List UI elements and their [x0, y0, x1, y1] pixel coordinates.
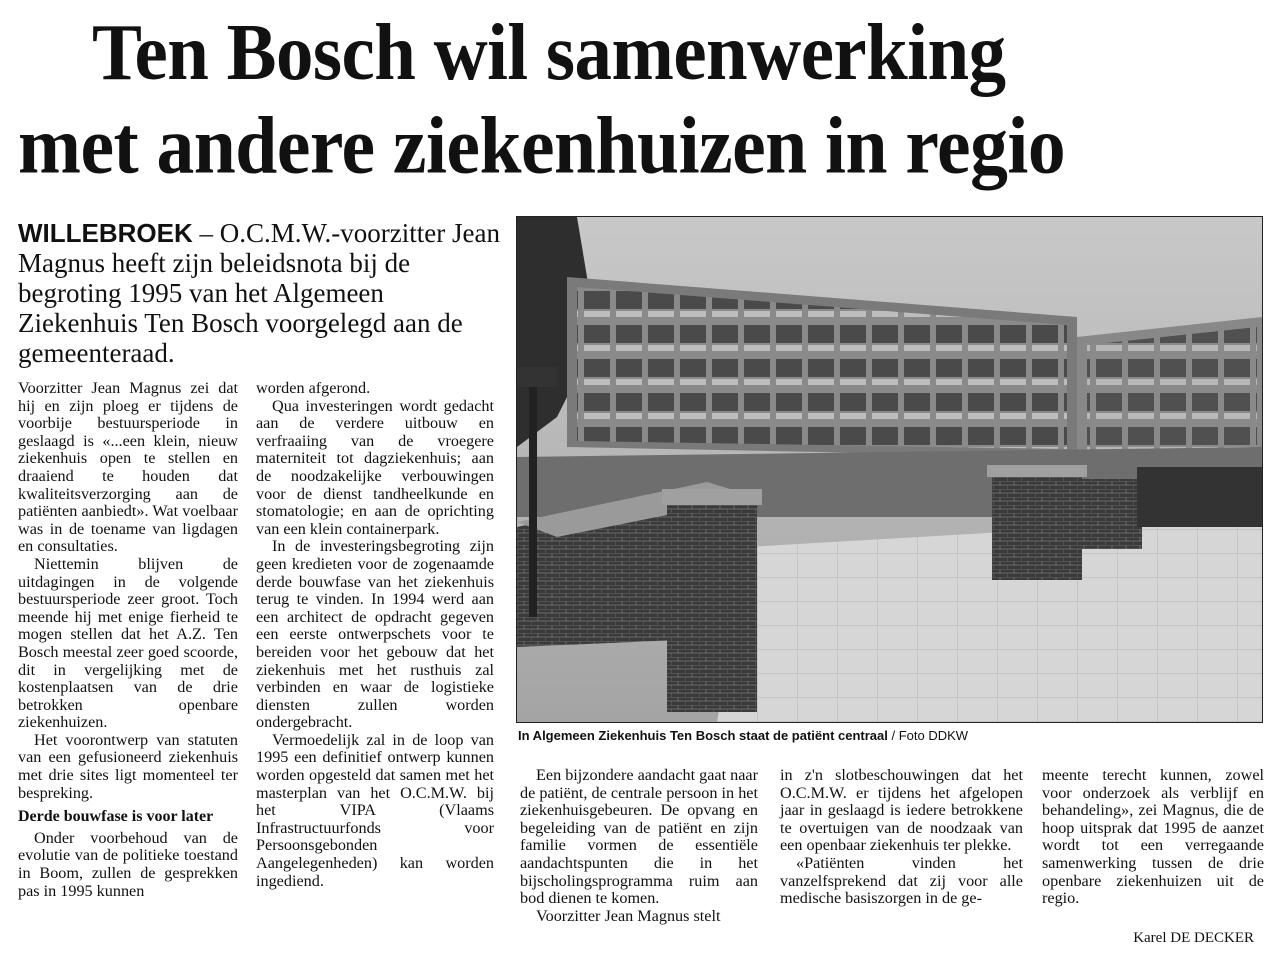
- article-column-4: [780, 767, 1023, 908]
- article-column-5: [1042, 767, 1264, 908]
- article-column-3: [520, 767, 758, 925]
- headline-line-1: Ten Bosch wil samenwerking: [92, 7, 1006, 98]
- article-column-2: [256, 380, 494, 890]
- headline-line-2: met andere ziekenhuizen in regio: [18, 99, 1066, 191]
- lead-paragraph: [18, 218, 506, 368]
- col3-paragraph-2: Voorzitter Jean Magnus stelt: [536, 906, 721, 925]
- col2-paragraph-1: worden afgerond.: [256, 379, 371, 397]
- hospital-building-image: [517, 217, 1262, 722]
- col2-paragraph-2: Qua investeringen wordt gedacht aan de verdere uitbouw en verfraaiing van de vroegere materniteit tot dagziekenhuis; aan de noodzakelijke verbouwingen voor de dienst tandheelkunde en stomatologie; en aan de oprichting van een klein containerpark.: [256, 396, 494, 538]
- photo-credit: / Foto DDKW: [887, 728, 969, 743]
- col4-paragraph-2: «Patiënten vinden het vanzelfsprekend dat zij voor alle medische basiszorgen in de ge-: [780, 853, 1023, 908]
- byline: Karel DE DECKER: [1133, 930, 1254, 946]
- col1-paragraph-2: Niettemin blijven de uitdagingen in de volgende bestuursperiode zeer groot. Toch meende hij met enige fierheid te mogen stellen dat het A.Z. Ten Bosch meestal zeer goed scoorde, dit in vergelijking met de kostenplaatsen van de drie betrokken openbare ziekenhuizen.: [18, 554, 238, 732]
- caption-text: In Algemeen Ziekenhuis Ten Bosch staat de patiënt centraal: [518, 728, 888, 743]
- col2-paragraph-3: In de investeringsbegroting zijn geen kredieten voor de zogenaamde derde bouwfase van het ziekenhuis terug te vinden. In 1994 werd aan een architect de opdracht gegeven een eerste ontwerpschets voor te bereiden voor het gebouw dat het ziekenhuis met het rusthuis zal verbinden en waar de logistieke diensten zullen worden ondergebracht.: [256, 537, 494, 732]
- photo-caption: [518, 728, 968, 743]
- col1-paragraph-4: Onder voorbehoud van de evolutie van de politieke toestand in Boom, zullen de gesprekken pas in 1995 kunnen: [18, 828, 238, 900]
- lead-text: – O.C.M.W.-voorzitter Jean Magnus heeft zijn beleidsnota bij de begroting 1995 van het Algemeen Ziekenhuis Ten Bosch voorgelegd aan de gemeenteraad.: [18, 218, 500, 368]
- article-column-1: [18, 380, 238, 900]
- col1-paragraph-3: Het voorontwerp van statuten van een gefusioneerd ziekenhuis met drie sites ligt momenteel ter bespreking.: [18, 730, 238, 802]
- dateline: WILLEBROEK: [18, 218, 193, 248]
- subheading: Derde bouwfase is voor later: [18, 808, 214, 826]
- col5-paragraph-1: meente terecht kunnen, zowel voor onderzoek als verblijf en behandeling», zei Magnus, die de hoop uitsprak dat 1995 de aanzet wordt tot een verregaande samenwerking tussen de drie openbare ziekenhuizen uit de regio.: [1042, 766, 1264, 908]
- col1-paragraph-1: Voorzitter Jean Magnus zei dat hij en zijn ploeg er tijdens de voorbije bestuursperiode in geslaagd is «...een klein, nieuw ziekenhuis open te stellen en draaiend te houden dat kwaliteitsverzorging aan de patiënten aanbiedt». Wat voelbaar was in de toename van ligdagen en consultaties.: [18, 379, 238, 556]
- col2-paragraph-4: Vermoedelijk zal in de loop van 1995 een definitief ontwerp kunnen worden opgesteld dat samen met het masterplan van het O.C.M.W. bij het VIPA (Vlaams Infrastructuurfonds voor Persoonsgebonden Aangelegenheden) kan worden ingediend.: [256, 730, 494, 890]
- hospital-photo: [516, 216, 1263, 723]
- col3-paragraph-1: Een bijzondere aandacht gaat naar de patiënt, de centrale persoon in het ziekenhuisgebeuren. De opvang en begeleiding van de patiënt en zijn familie vormen de essentiële aandachtspunten die in het bijscholingsprogramma ruim aan bod dienen te komen.: [520, 766, 759, 908]
- col4-paragraph-1: in z'n slotbeschouwingen dat het O.C.M.W. er tijdens het afgelopen jaar in geslaagd is iedere betrokkene te overtuigen van de noodzaak van een openbaar ziekenhuis ter plekke.: [780, 766, 1023, 855]
